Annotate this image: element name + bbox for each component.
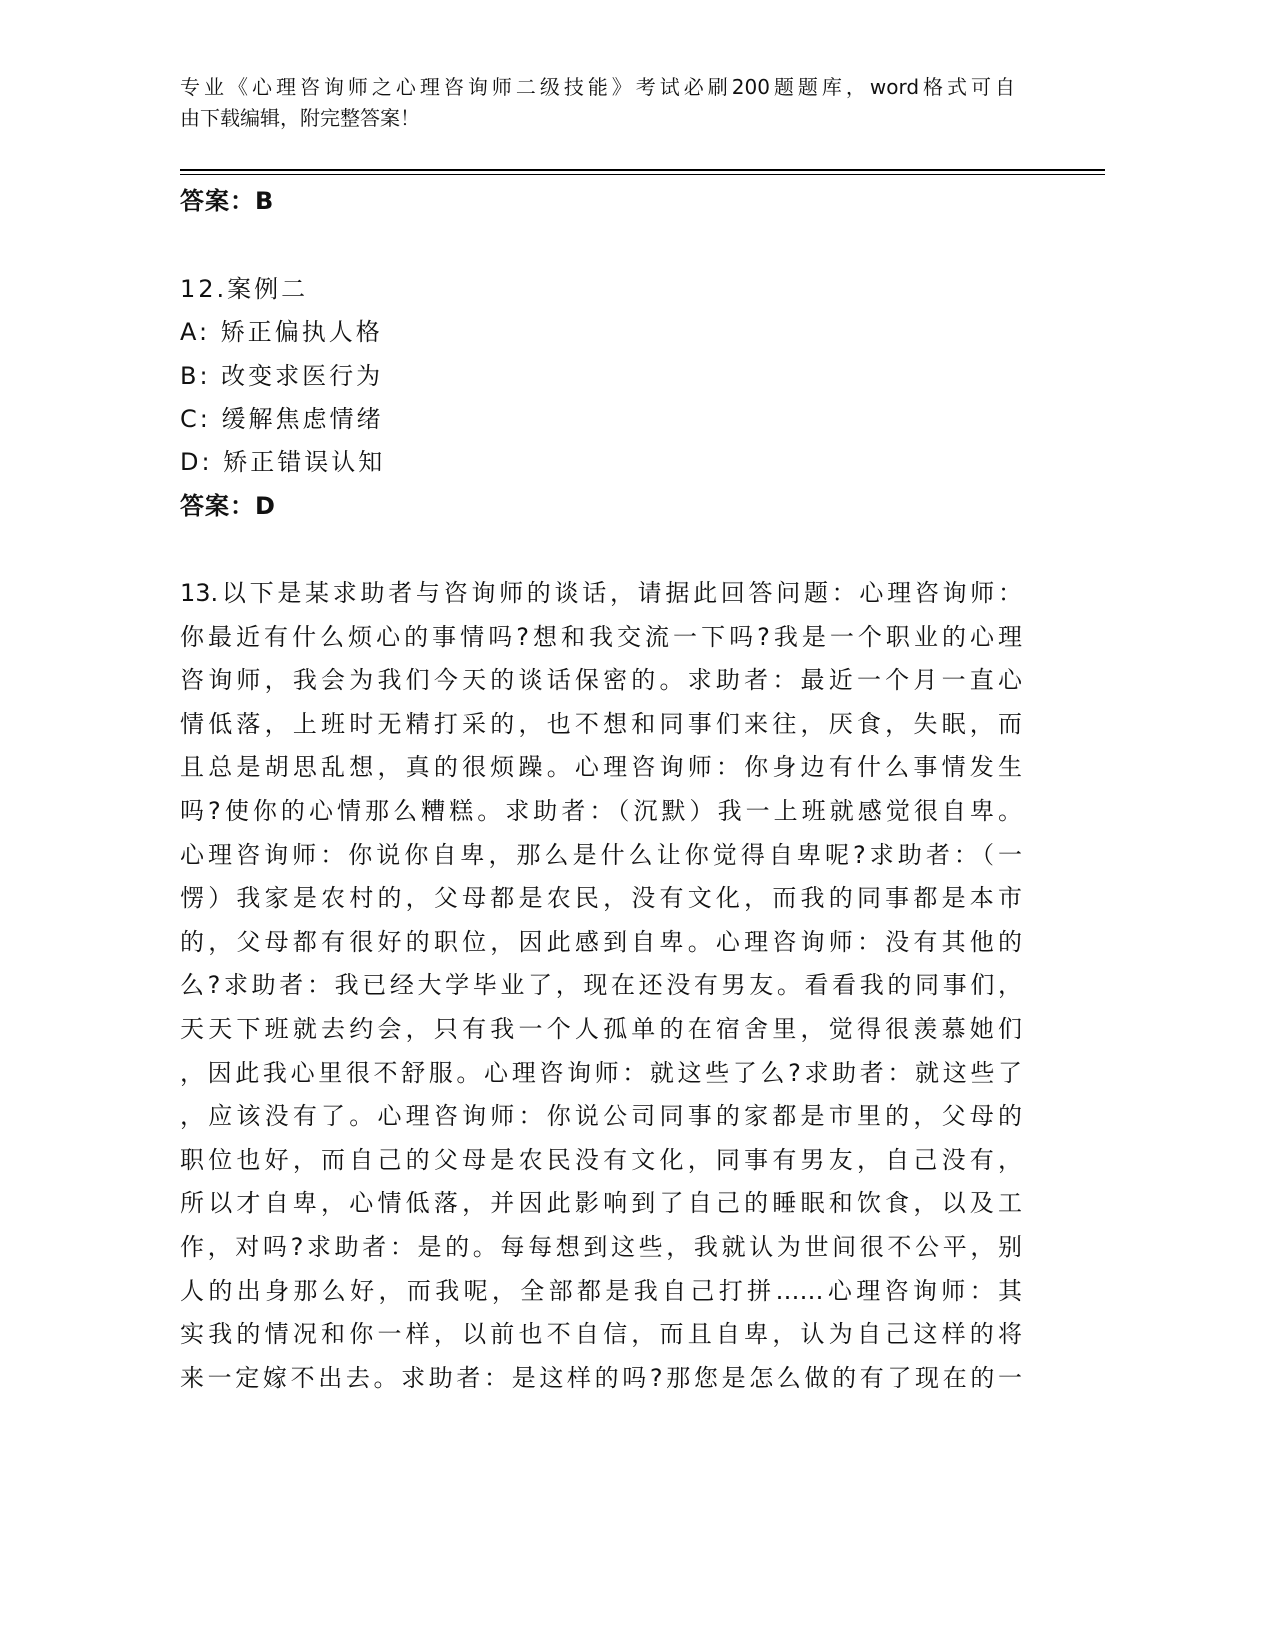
- q13-line: 职位也好，而自己的父母是农民没有文化，同事有男友，自己没有，: [180, 1145, 1022, 1174]
- q12-answer: 答案：D: [180, 492, 276, 520]
- q13-line: 实我的情况和你一样，以前也不自信，而且自卑，认为自己这样的将: [180, 1320, 1022, 1349]
- q13-line: 你最近有什么烦心的事情吗?想和我交流一下吗?我是一个职业的心理: [180, 622, 1022, 651]
- q13-line: 来一定嫁不出去。求助者：是这样的吗?那您是怎么做的有了现在的一: [180, 1363, 1022, 1392]
- q13-line: 13.以下是某求助者与咨询师的谈话，请据此回答问题：心理咨询师：: [180, 579, 1022, 607]
- q12-option-c: C: 缓解焦虑情绪: [180, 405, 384, 433]
- document-header: [180, 72, 1015, 134]
- q13-line: 心理咨询师：你说你自卑，那么是什么让你觉得自卑呢?求助者：（一: [180, 840, 1022, 869]
- q13-line: 作，对吗?求助者：是的。每每想到这些，我就认为世间很不公平，别: [180, 1232, 1022, 1261]
- header-line: 由下载编辑，附完整答案！: [180, 106, 420, 130]
- q13-line: 吗?使你的心情那么糟糕。求助者：（沉默）我一上班就感觉很自卑。: [180, 796, 1022, 825]
- q12-option-d: D: 矫正错误认知: [180, 448, 386, 476]
- header-divider: [180, 169, 1105, 171]
- q13-line: 情低落，上班时无精打采的，也不想和同事们来往，厌食，失眠，而: [180, 709, 1022, 738]
- q13-line: 么?求助者：我已经大学毕业了，现在还没有男友。看看我的同事们，: [180, 971, 1022, 1000]
- q13-line: ，应该没有了。心理咨询师：你说公司同事的家都是市里的，父母的: [180, 1102, 1022, 1131]
- q13-line: 所以才自卑，心情低落，并因此影响到了自己的睡眠和饮食，以及工: [180, 1189, 1022, 1218]
- q13-line: 且总是胡思乱想，真的很烦躁。心理咨询师：你身边有什么事情发生: [180, 753, 1022, 782]
- q13-question-text: [180, 578, 1022, 1406]
- q13-line: 人的出身那么好，而我呢，全部都是我自己打拼……心理咨询师：其: [180, 1276, 1022, 1305]
- q11-answer: 答案：B: [180, 187, 275, 215]
- q12-option-a: A: 矫正偏执人格: [180, 318, 383, 346]
- header-line: 专业《心理咨询师之心理咨询师二级技能》考试必刷200题题库，word格式可自: [180, 75, 1015, 99]
- q13-line: ，因此我心里很不舒服。心理咨询师：就这些了么?求助者：就这些了: [180, 1058, 1022, 1087]
- q13-line: 咨询师，我会为我们今天的谈话保密的。求助者：最近一个月一直心: [180, 666, 1022, 695]
- q13-line: 的，父母都有很好的职位，因此感到自卑。心理咨询师：没有其他的: [180, 927, 1022, 956]
- q12-title: 12.案例二: [180, 275, 309, 303]
- q13-line: 愣）我家是农村的，父母都是农民，没有文化，而我的同事都是本市: [180, 884, 1022, 913]
- q13-line: 天天下班就去约会，只有我一个人孤单的在宿舍里，觉得很羡慕她们: [180, 1014, 1022, 1043]
- header-divider-thin: [180, 174, 1105, 175]
- q12-option-b: B: 改变求医行为: [180, 362, 384, 390]
